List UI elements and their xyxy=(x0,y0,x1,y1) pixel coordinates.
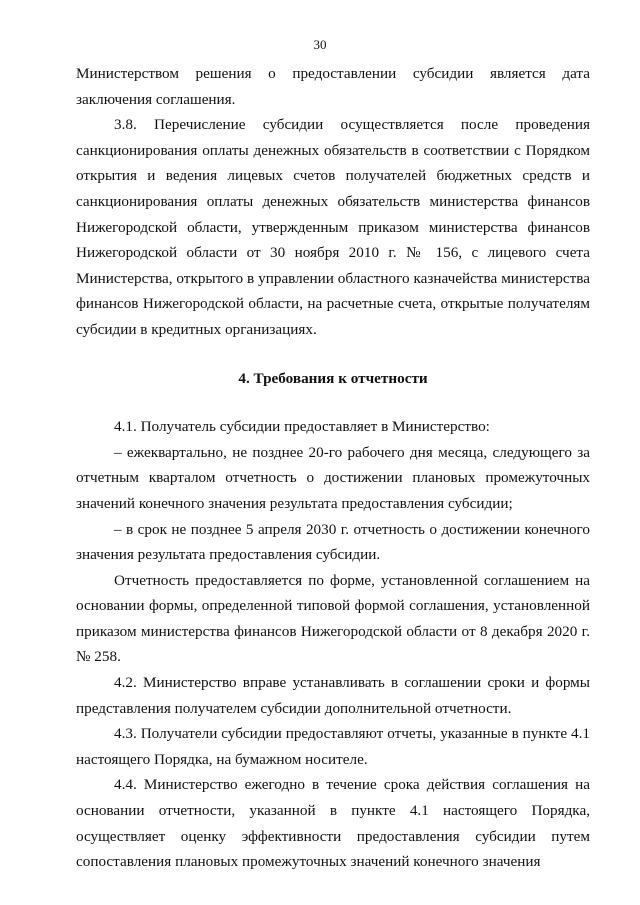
paragraph: 4.4. Министерство ежегодно в течение срока действия соглашения на основании отчетности, указанной в пункте 4.1 настоящего Порядка, осуществляет оценку эффективности предоставления субсидии путем сопоставления плановых промежуточных значений конечного значения xyxy=(76,776,590,871)
paragraph: 4.1. Получатель субсидии предоставляет в Министерство: xyxy=(114,418,490,436)
list-item: – ежеквартально, не позднее 20-го рабочего дня месяца, следующего за отчетным кварталом отчетность о достижении плановых промежуточных значений конечного значения результата предоставления субсидии; xyxy=(76,443,590,512)
paragraph: Министерством решения о предоставлении субсидии является дата заключения соглашения. xyxy=(76,65,590,108)
paragraph: 3.8. Перечисление субсидии осуществляется после проведения санкционирования оплаты денежных обязательств в соответствии с Порядком открытия и ведения лицевых счетов получателей бюджетных средств и санкционирования оплаты денежных обязательств министерства финансов Нижегородской области, утвержденным приказом министерства финансов Нижегородской области от 30 ноября 2010 г. № 156, с лицевого счета Министерства, открытого в управлении областного казначейства министерства финансов Нижегородской области, на расчетные счета, открытые получателям субсидии в кредитных организациях. xyxy=(76,116,590,338)
list-item: – в срок не позднее 5 апреля 2030 г. отчетность о достижении конечного значения результата предоставления субсидии. xyxy=(76,520,590,564)
paragraph: 4.3. Получатели субсидии предоставляют отчеты, указанные в пункте 4.1 настоящего Порядка, на бумажном носителе. xyxy=(76,725,590,768)
paragraph: Отчетность предоставляется по форме, установленной соглашением на основании формы, определенной типовой формой соглашения, установленной приказом министерства финансов Нижегородской области от 8 декабря 2020 г. № 258. xyxy=(76,571,590,666)
page-number: 30 xyxy=(313,37,327,52)
section-heading: 4. Требования к отчетности xyxy=(238,369,428,387)
document-body xyxy=(76,61,590,875)
paragraph: 4.2. Министерство вправе устанавливать в соглашении сроки и формы представления получателем субсидии дополнительной отчетности. xyxy=(76,674,590,717)
